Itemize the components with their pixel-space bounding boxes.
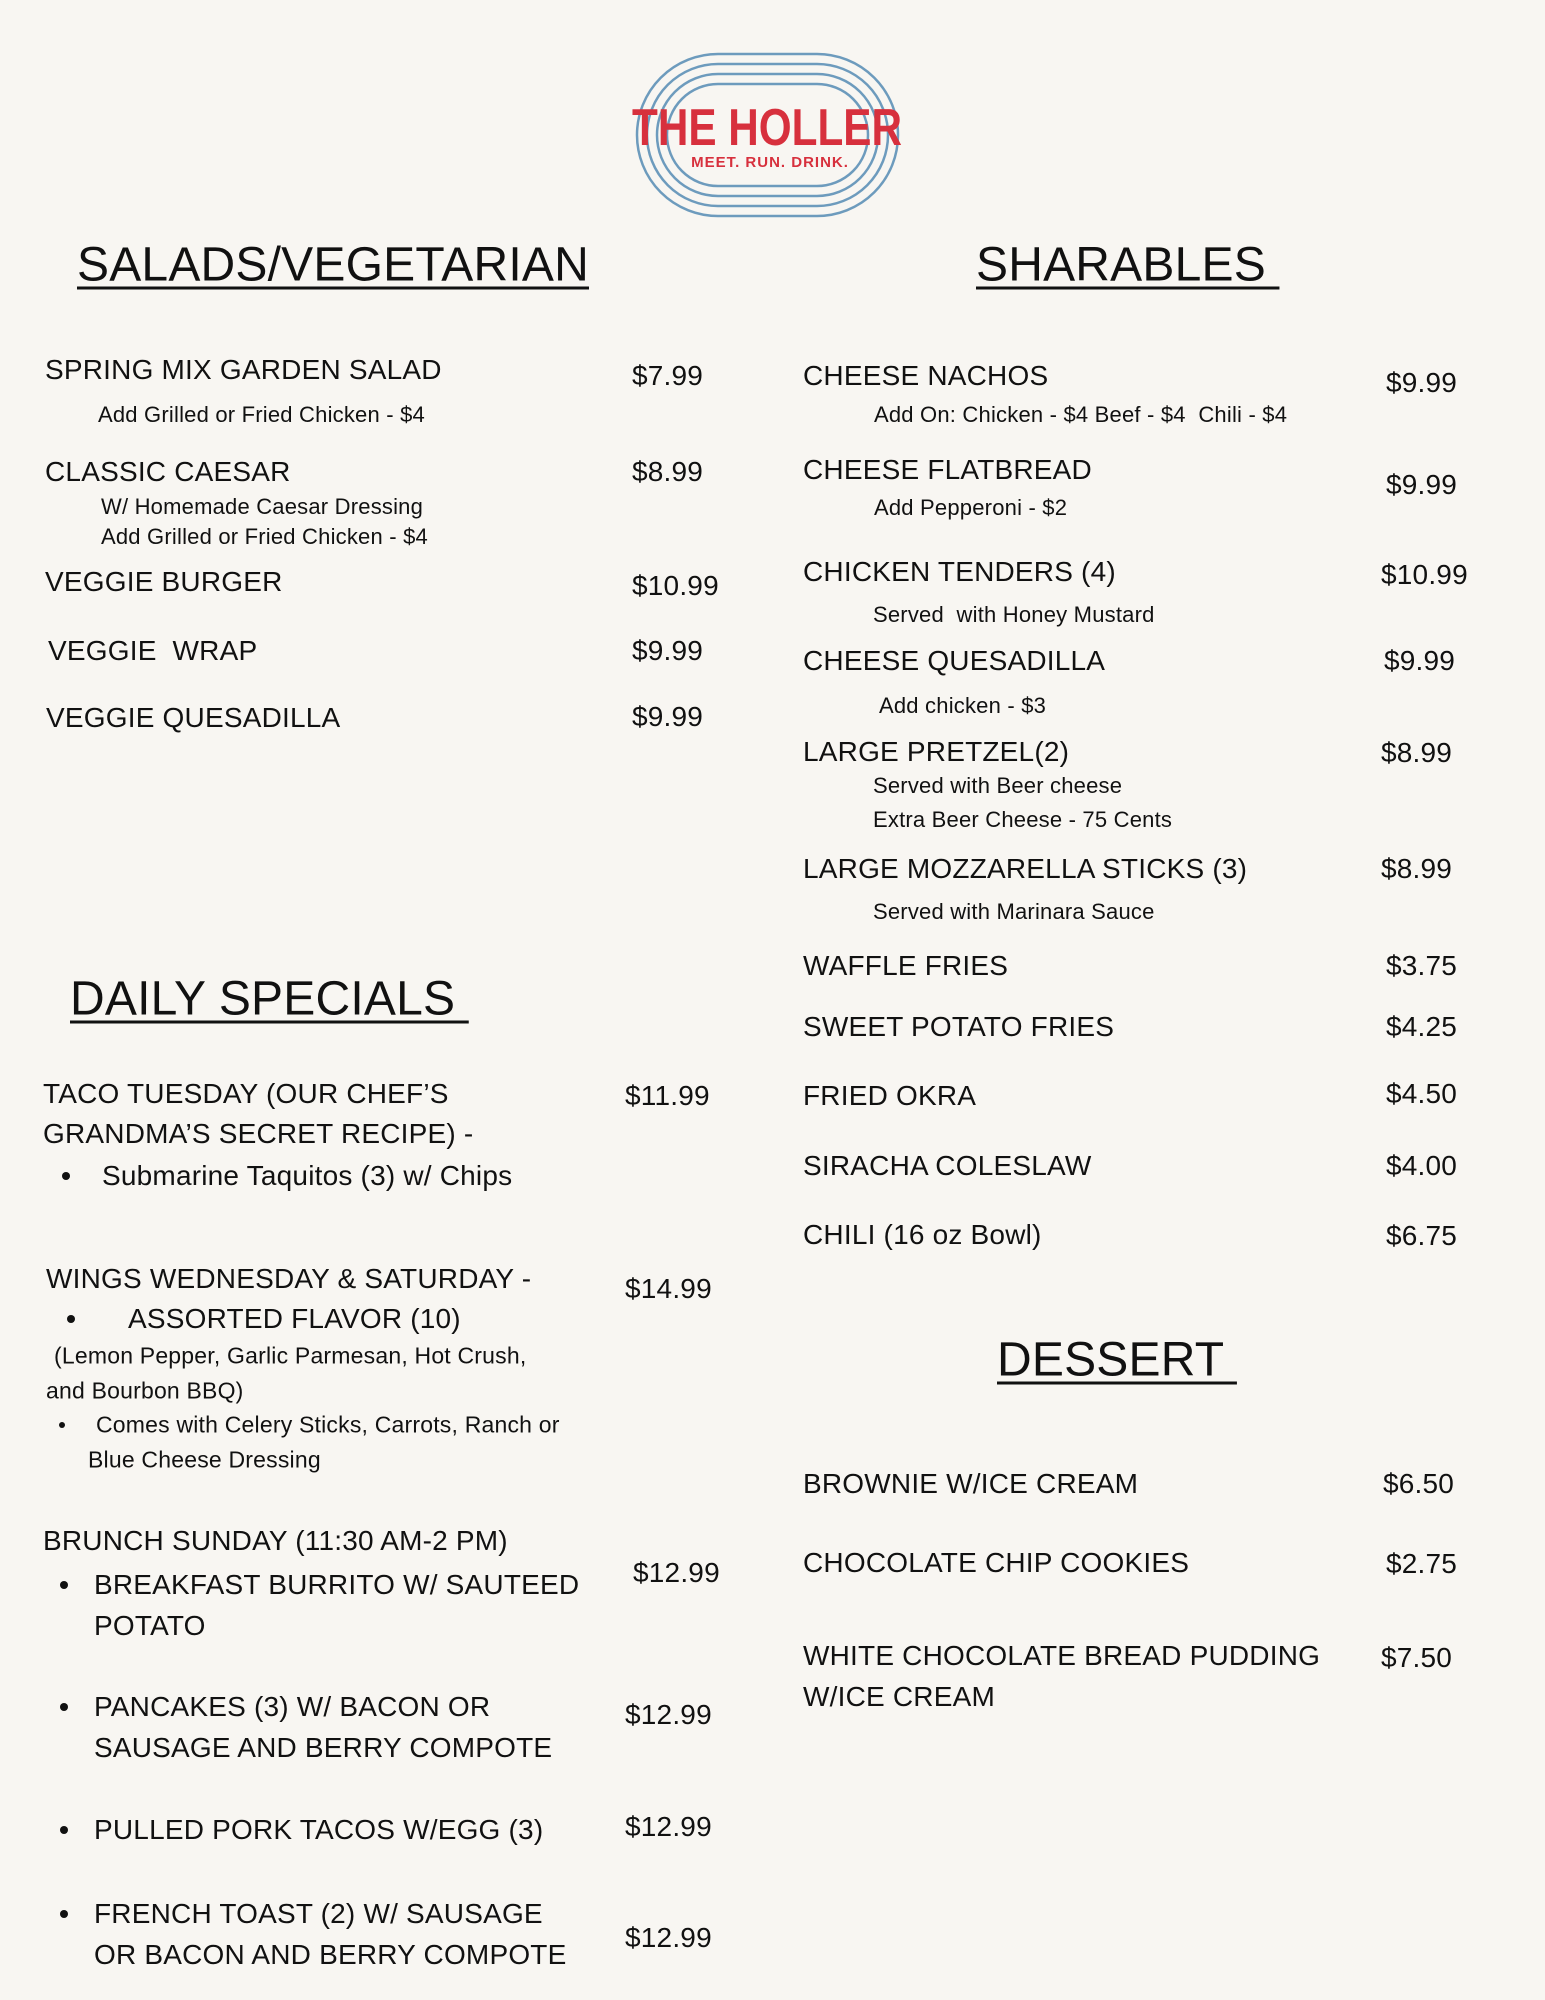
brunch-price: $12.99 (625, 1811, 712, 1842)
menu-item-note: W/ Homemade Caesar Dressing (101, 494, 424, 519)
brunch-price: $12.99 (633, 1557, 720, 1588)
menu-item-note: Add Pepperoni - $2 (874, 495, 1068, 520)
menu-item-name: CLASSIC CAESAR (45, 456, 291, 487)
special-title: GRANDMA’S SECRET RECIPE) - (43, 1118, 474, 1149)
special-title: WINGS WEDNESDAY & SATURDAY - (46, 1263, 532, 1294)
menu-item-name: CHOCOLATE CHIP COOKIES (803, 1547, 1190, 1578)
menu-item-price: $9.99 (632, 635, 704, 666)
sharables-heading: SHARABLES (976, 238, 1280, 292)
menu-item-note: Served with Marinara Sauce (873, 899, 1155, 924)
bullet-icon (67, 1315, 75, 1323)
dessert-heading: DESSERT (997, 1333, 1237, 1387)
menu-item-note: Add On: Chicken - $4 Beef - $4 Chili - $4 (874, 402, 1288, 427)
bullet-icon (60, 1826, 68, 1834)
menu-item-name: WHITE CHOCOLATE BREAD PUDDING (803, 1640, 1321, 1671)
menu-item-name: SIRACHA COLESLAW (803, 1150, 1092, 1181)
menu-item-name: CHILI (16 oz Bowl) (803, 1219, 1042, 1250)
menu-item-price: $3.75 (1386, 950, 1458, 981)
menu-item-name: CHEESE FLATBREAD (803, 454, 1092, 485)
brunch-item: SAUSAGE AND BERRY COMPOTE (94, 1732, 553, 1763)
bullet-icon (62, 1172, 70, 1180)
bullet-icon (60, 1703, 68, 1711)
menu-item-price: $10.99 (1381, 559, 1468, 590)
menu-item-price: $6.75 (1386, 1220, 1458, 1251)
menu-item-price: $8.99 (1381, 737, 1453, 768)
menu-item-price: $7.50 (1381, 1642, 1453, 1673)
menu-item-note: Served with Honey Mustard (873, 602, 1155, 627)
menu-item-name: FRIED OKRA (803, 1080, 977, 1111)
menu-item-price: $10.99 (632, 570, 719, 601)
menu-item-name: W/ICE CREAM (803, 1681, 995, 1712)
menu-item-price: $9.99 (1386, 367, 1458, 398)
menu-item-name: VEGGIE BURGER (45, 566, 283, 597)
menu-item-name: WAFFLE FRIES (803, 950, 1009, 981)
menu-item-name: VEGGIE WRAP (48, 635, 258, 666)
menu-item-name: VEGGIE QUESADILLA (46, 702, 341, 733)
brunch-item: PULLED PORK TACOS W/EGG (3) (94, 1814, 544, 1845)
menu-item-price: $9.99 (632, 701, 704, 732)
special-detail: Submarine Taquitos (3) w/ Chips (102, 1160, 513, 1191)
brunch-price: $12.99 (625, 1699, 712, 1730)
menu-item-name: CHEESE NACHOS (803, 360, 1049, 391)
special-price: $11.99 (625, 1080, 710, 1111)
svg-text:MEET. RUN. DRINK.: MEET. RUN. DRINK. (691, 154, 849, 171)
menu-item-name: SPRING MIX GARDEN SALAD (45, 354, 442, 385)
menu-item-price: $9.99 (1386, 469, 1458, 500)
daily-specials-heading: DAILY SPECIALS (70, 972, 469, 1026)
brunch-item: POTATO (94, 1610, 206, 1641)
menu-item-price: $8.99 (632, 456, 704, 487)
menu-item-note: Extra Beer Cheese - 75 Cents (873, 807, 1173, 832)
menu-item-note: Served with Beer cheese (873, 773, 1123, 798)
brunch-item: BREAKFAST BURRITO W/ SAUTEED (94, 1569, 580, 1600)
special-title: BRUNCH SUNDAY (11:30 AM-2 PM) (43, 1525, 508, 1556)
special-price: $14.99 (625, 1273, 712, 1304)
menu-item-name: LARGE MOZZARELLA STICKS (3) (803, 853, 1248, 884)
bullet-icon (59, 1422, 65, 1428)
menu-item-note: Add Grilled or Fried Chicken - $4 (101, 524, 428, 549)
the-holler-logo (630, 50, 905, 220)
menu-item-price: $4.00 (1386, 1150, 1458, 1181)
menu-item-name: CHICKEN TENDERS (4) (803, 556, 1116, 587)
menu-item-price: $7.99 (632, 360, 704, 391)
menu-item-name: CHEESE QUESADILLA (803, 645, 1106, 676)
brunch-item: PANCAKES (3) W/ BACON OR (94, 1691, 491, 1722)
special-detail: (Lemon Pepper, Garlic Parmesan, Hot Crush, (54, 1342, 527, 1369)
svg-text:THE HOLLER: THE HOLLER (632, 99, 902, 157)
menu-item-price: $6.50 (1383, 1468, 1455, 1499)
special-title: TACO TUESDAY (OUR CHEF’S (43, 1078, 449, 1109)
menu-item-price: $2.75 (1386, 1548, 1458, 1579)
menu-item-note: Add Grilled or Fried Chicken - $4 (98, 402, 425, 427)
special-detail: Blue Cheese Dressing (88, 1446, 321, 1473)
menu-item-note: Add chicken - $3 (879, 693, 1047, 718)
menu-item-name: LARGE PRETZEL(2) (803, 736, 1070, 767)
menu-item-name: BROWNIE W/ICE CREAM (803, 1468, 1139, 1499)
brunch-price: $12.99 (625, 1922, 712, 1953)
brunch-item: OR BACON AND BERRY COMPOTE (94, 1939, 567, 1970)
menu-item-price: $9.99 (1384, 645, 1456, 676)
brunch-item: FRENCH TOAST (2) W/ SAUSAGE (94, 1898, 543, 1929)
menu-item-price: $4.25 (1386, 1011, 1458, 1042)
running-track-logo-icon (630, 50, 905, 220)
special-detail: ASSORTED FLAVOR (10) (128, 1303, 461, 1334)
salads-heading: SALADS/VEGETARIAN (77, 238, 589, 292)
special-detail: Comes with Celery Sticks, Carrots, Ranch or (96, 1411, 560, 1438)
special-detail: and Bourbon BBQ) (46, 1377, 244, 1404)
bullet-icon (60, 1910, 68, 1918)
menu-item-name: SWEET POTATO FRIES (803, 1011, 1115, 1042)
bullet-icon (60, 1581, 68, 1589)
menu-item-price: $4.50 (1386, 1078, 1458, 1109)
menu-item-price: $8.99 (1381, 853, 1453, 884)
